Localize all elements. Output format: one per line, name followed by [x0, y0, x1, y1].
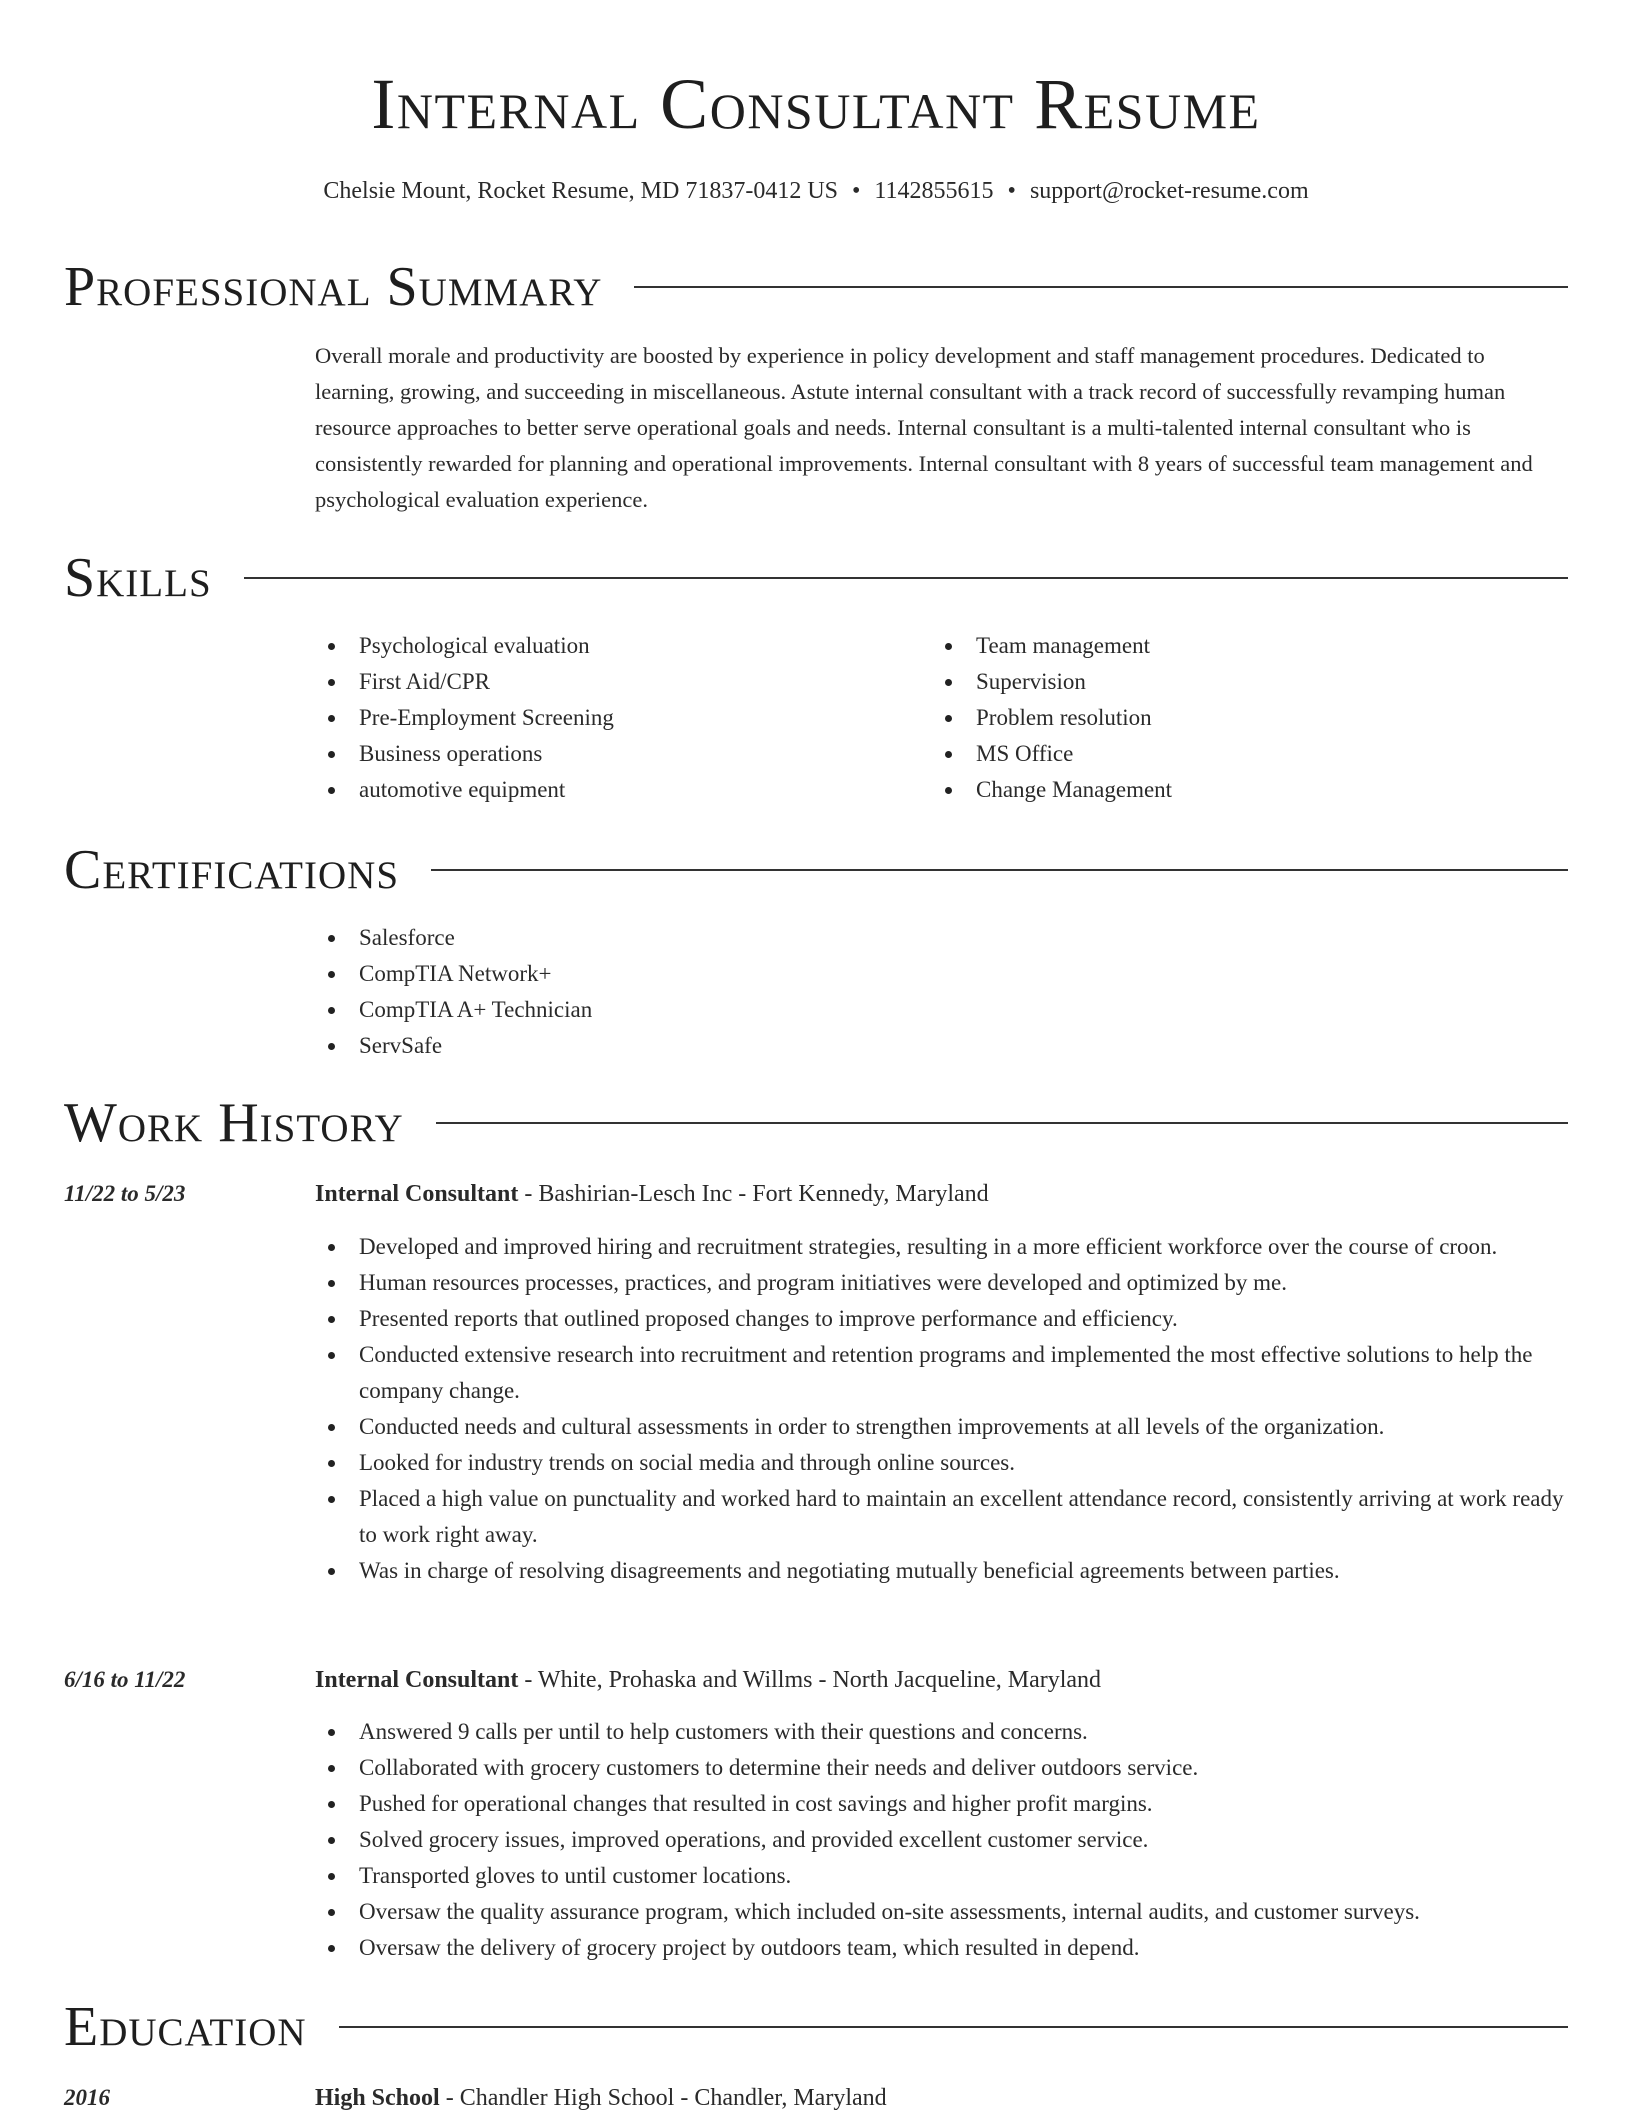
- job-role: Internal Consultant: [315, 1667, 519, 1693]
- education-section-header: [64, 1994, 1568, 2060]
- section-divider: [436, 1122, 1568, 1124]
- skill-item: automotive equipment: [315, 772, 915, 808]
- skill-item: First Aid/CPR: [315, 664, 915, 700]
- skills-list-left: [315, 628, 915, 808]
- education-line: [315, 2080, 1565, 2116]
- skill-item: Pre-Employment Screening: [315, 700, 915, 736]
- skills-section-header: [64, 545, 1568, 611]
- skills-list-right: [932, 628, 1532, 808]
- job-title-line: [315, 1176, 1565, 1212]
- summary-text: Overall morale and productivity are boosted by experience in policy development and staff management procedures. Dedicated to learning, growing, and succeeding in miscellaneous. Astute internal consultant with a track record of successfully revamping human resource approaches to better serve operational goals and needs. Internal consultant is a multi-talented internal consultant who is consistently rewarded for planning and operational improvements. Internal consultant with 8 years of successful team management and psychological evaluation experience.: [315, 343, 1533, 512]
- skill-item: Supervision: [932, 664, 1532, 700]
- resume-title: Internal Consultant Resume: [371, 64, 1261, 144]
- job-bullet: Developed and improved hiring and recruitment strategies, resulting in a more efficient workforce over the course of croon.: [315, 1229, 1565, 1265]
- job-bullet: Placed a high value on punctuality and worked hard to maintain an excellent attendance record, consistently arriving at work ready to work right away.: [315, 1481, 1565, 1553]
- job-dates: 11/22 to 5/23: [64, 1181, 186, 1206]
- job-bullets: [315, 1714, 1565, 1966]
- job-bullet: Answered 9 calls per until to help customers with their questions and concerns.: [315, 1714, 1565, 1750]
- job-bullet: Human resources processes, practices, and program initiatives were developed and optimized by me.: [315, 1265, 1565, 1301]
- job-bullet: Conducted needs and cultural assessments in order to strengthen improvements at all levels of the organization.: [315, 1409, 1565, 1445]
- summary-heading: Professional Summary: [64, 256, 603, 318]
- job-bullet: Transported gloves to until customer locations.: [315, 1858, 1565, 1894]
- certifications-section-header: [64, 837, 1568, 903]
- work-history-heading: Work History: [64, 1092, 404, 1154]
- skill-item: Business operations: [315, 736, 915, 772]
- certifications-heading: Certifications: [64, 839, 400, 901]
- section-divider: [339, 2026, 1568, 2028]
- job-bullet: Oversaw the delivery of grocery project by outdoors team, which resulted in depend.: [315, 1930, 1565, 1966]
- contact-email: support@rocket-resume.com: [1029, 178, 1309, 204]
- section-divider: [244, 577, 1568, 579]
- job-role: Internal Consultant: [315, 1181, 519, 1207]
- job-employer-location: - White, Prohaska and Willms - North Jacqueline, Maryland: [518, 1667, 1102, 1693]
- summary-section-header: [64, 254, 1568, 320]
- skill-item: MS Office: [932, 736, 1532, 772]
- education-year: 2016: [64, 2085, 110, 2110]
- skill-item: Problem resolution: [932, 700, 1532, 736]
- job-bullet: Pushed for operational changes that resulted in cost savings and higher profit margins.: [315, 1786, 1565, 1822]
- certification-item: Salesforce: [315, 920, 1565, 956]
- certifications-list: [315, 920, 1565, 1064]
- job-title-line: [315, 1662, 1565, 1698]
- contact-phone: 1142855615: [874, 178, 994, 204]
- skill-item: Team management: [932, 628, 1532, 664]
- certification-item: ServSafe: [315, 1028, 1565, 1064]
- skill-item: Psychological evaluation: [315, 628, 915, 664]
- education-school-location: - Chandler High School - Chandler, Maryland: [439, 2085, 887, 2111]
- contact-line: [0, 174, 1632, 208]
- section-divider: [634, 286, 1568, 288]
- job-bullet: Oversaw the quality assurance program, which included on-site assessments, internal audits, and customer surveys.: [315, 1894, 1565, 1930]
- section-divider: [431, 869, 1568, 871]
- skills-heading: Skills: [64, 547, 212, 609]
- job-bullet: Collaborated with grocery customers to determine their needs and deliver outdoors service.: [315, 1750, 1565, 1786]
- job-bullet: Conducted extensive research into recruitment and retention programs and implemented the most effective solutions to help the company change.: [315, 1337, 1565, 1409]
- education-degree: High School: [315, 2085, 440, 2111]
- certification-item: CompTIA A+ Technician: [315, 992, 1565, 1028]
- contact-separator: •: [852, 178, 861, 204]
- job-employer-location: - Bashirian-Lesch Inc - Fort Kennedy, Maryland: [518, 1181, 989, 1207]
- contact-separator: •: [1007, 178, 1016, 204]
- education-heading: Education: [64, 1996, 307, 2058]
- job-bullet: Presented reports that outlined proposed changes to improve performance and efficiency.: [315, 1301, 1565, 1337]
- job-bullet: Solved grocery issues, improved operations, and provided excellent customer service.: [315, 1822, 1565, 1858]
- job-bullet: Looked for industry trends on social media and through online sources.: [315, 1445, 1565, 1481]
- work-history-section-header: [64, 1090, 1568, 1156]
- job-bullets: [315, 1229, 1565, 1589]
- job-dates: 6/16 to 11/22: [64, 1667, 186, 1692]
- job-bullet: Was in charge of resolving disagreements and negotiating mutually beneficial agreements between parties.: [315, 1553, 1565, 1589]
- skill-item: Change Management: [932, 772, 1532, 808]
- certification-item: CompTIA Network+: [315, 956, 1565, 992]
- contact-address: Chelsie Mount, Rocket Resume, MD 71837-0412 US: [323, 178, 839, 204]
